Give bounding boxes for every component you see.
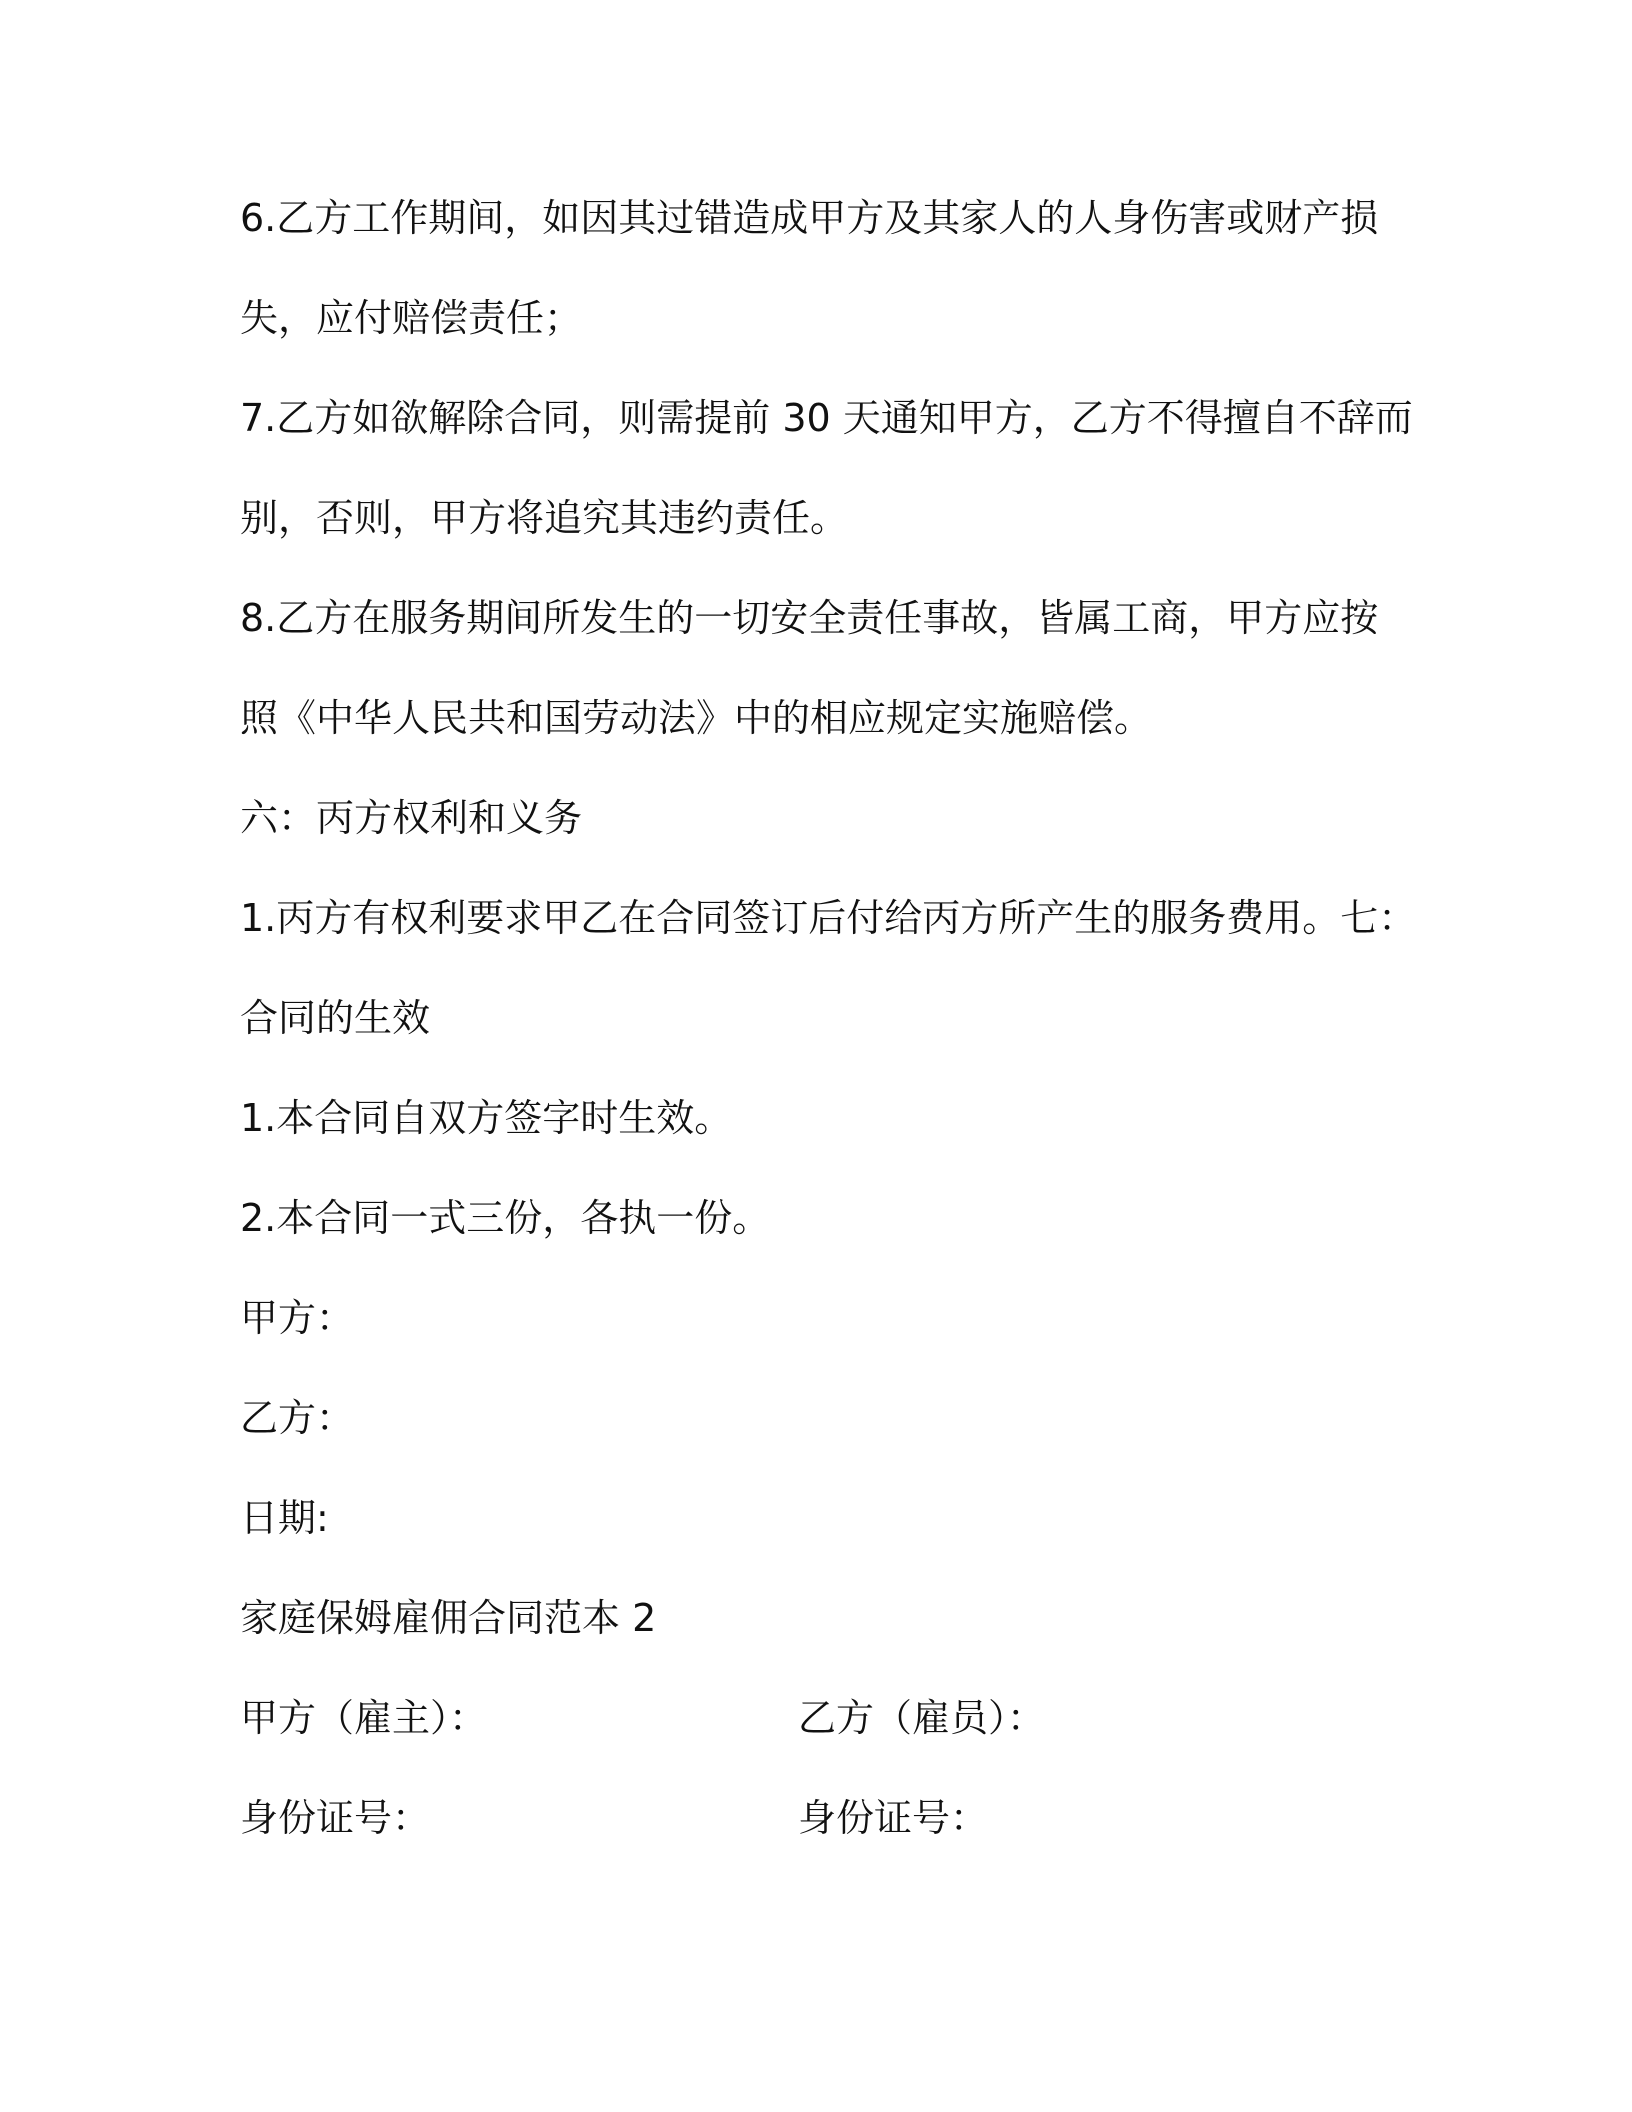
employer-label: 甲方（雇主）： (240, 1696, 488, 1740)
party-a-signature-label: 甲方： (240, 1296, 355, 1340)
clause-7-line-2: 别，否则，甲方将追究其违约责任。 (240, 496, 849, 540)
section-7-clause-2: 2.本合同一式三份，各执一份。 (240, 1196, 771, 1240)
employee-id-label: 身份证号： (798, 1796, 989, 1840)
section-6-heading: 六：丙方权利和义务 (240, 796, 583, 840)
clause-8-line-1: 8.乙方在服务期间所发生的一切安全责任事故，皆属工商，甲方应按 (240, 596, 1379, 640)
clause-6-line-2: 失，应付赔偿责任； (240, 296, 583, 340)
section-7-clause-1: 1.本合同自双方签字时生效。 (240, 1096, 733, 1140)
employer-id-label: 身份证号： (240, 1796, 431, 1840)
date-label: 日期: (240, 1496, 329, 1540)
section-7-heading: 合同的生效 (240, 996, 431, 1040)
employee-label: 乙方（雇员）： (798, 1696, 1046, 1740)
section-6-clause-1: 1.丙方有权利要求甲乙在合同签订后付给丙方所产生的服务费用。七： (240, 896, 1417, 940)
clause-7-line-1: 7.乙方如欲解除合同，则需提前 30 天通知甲方，乙方不得擅自不辞而 (240, 396, 1413, 440)
contract-title-2: 家庭保姆雇佣合同范本 2 (240, 1596, 657, 1640)
party-b-signature-label: 乙方： (240, 1396, 355, 1440)
clause-6-line-1: 6.乙方工作期间，如因其过错造成甲方及其家人的人身伤害或财产损 (240, 196, 1379, 240)
clause-8-line-2: 照《中华人民共和国劳动法》中的相应规定实施赔偿。 (240, 696, 1153, 740)
